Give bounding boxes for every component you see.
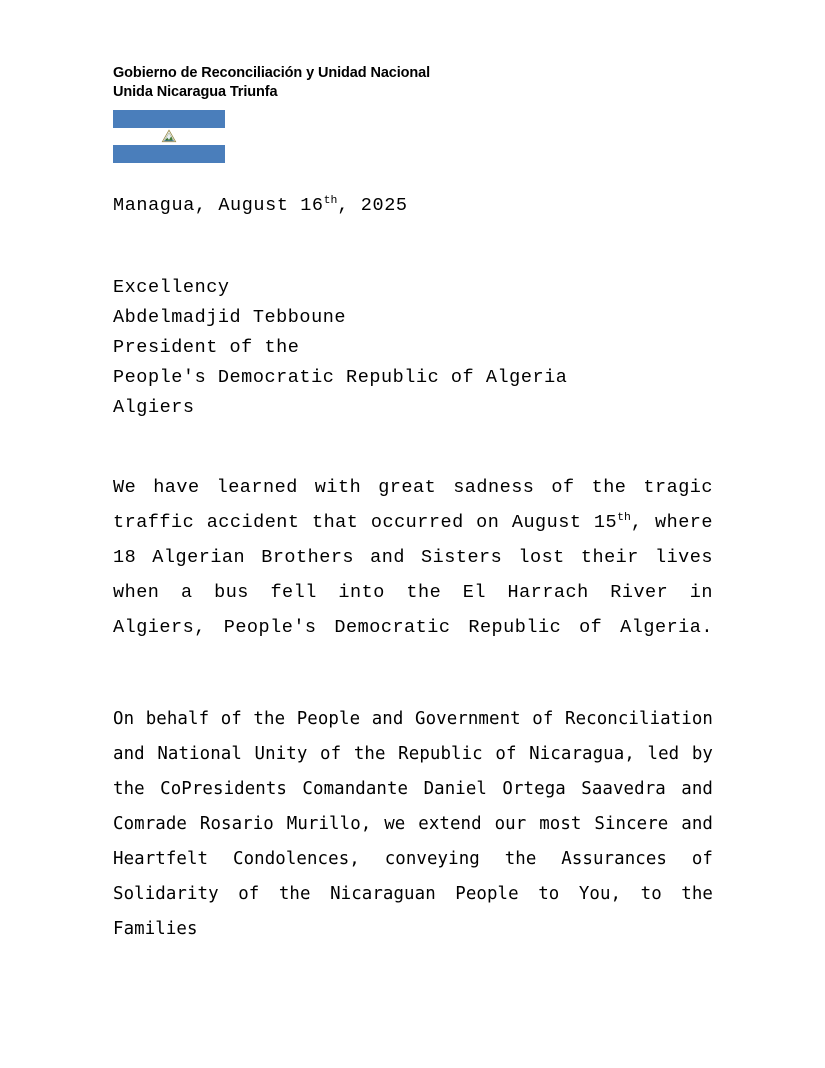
letterhead-line-2: Unida Nicaragua Triunfa <box>113 84 278 100</box>
letterhead <box>113 64 713 102</box>
date-ordinal: th <box>323 193 338 207</box>
body-paragraph-2: On behalf of the People and Government of Reconciliation and National Unity of the Republic of Nicaragua, led by the CoPresidents Comandante Daniel Ortega Saavedra and Comrade Rosario Murillo, we extend our most Sincere and Heartfelt Condolences, conveying the Assurances of Solidarity of the Nicaraguan People to You, to the Families <box>113 709 713 939</box>
nicaragua-flag-icon <box>113 110 225 163</box>
flag-band-blue-top <box>113 110 225 128</box>
date-prefix: Managua, August 16 <box>113 195 324 216</box>
date-line <box>113 191 713 221</box>
paragraph-1-part-1: We have learned with great sadness of the tragic traffic accident that occurred on August 15 <box>113 477 713 533</box>
nicaragua-coat-of-arms-icon <box>160 128 178 146</box>
letter-content <box>113 64 713 982</box>
body-paragraph-1 <box>113 470 713 680</box>
flag-band-blue-bottom <box>113 145 225 163</box>
paragraph-1-part-2: , where 18 Algerian Brothers and Sisters lost their lives when a bus fell into the El Harrach River in Algiers, People's Democratic Republic of Algeria. <box>113 512 713 638</box>
addressee-line-city: Algiers <box>113 397 195 418</box>
addressee-line-country: People's Democratic Republic of Algeria <box>113 367 568 388</box>
addressee-line-salutation: Excellency <box>113 277 230 298</box>
date-suffix: , 2025 <box>337 195 408 216</box>
paragraph-1-ordinal: th <box>617 510 631 524</box>
addressee-line-title: President of the <box>113 337 300 358</box>
addressee-block <box>113 273 713 423</box>
addressee-line-name: Abdelmadjid Tebboune <box>113 307 347 328</box>
letterhead-line-1: Gobierno de Reconciliación y Unidad Nacional <box>113 65 431 81</box>
